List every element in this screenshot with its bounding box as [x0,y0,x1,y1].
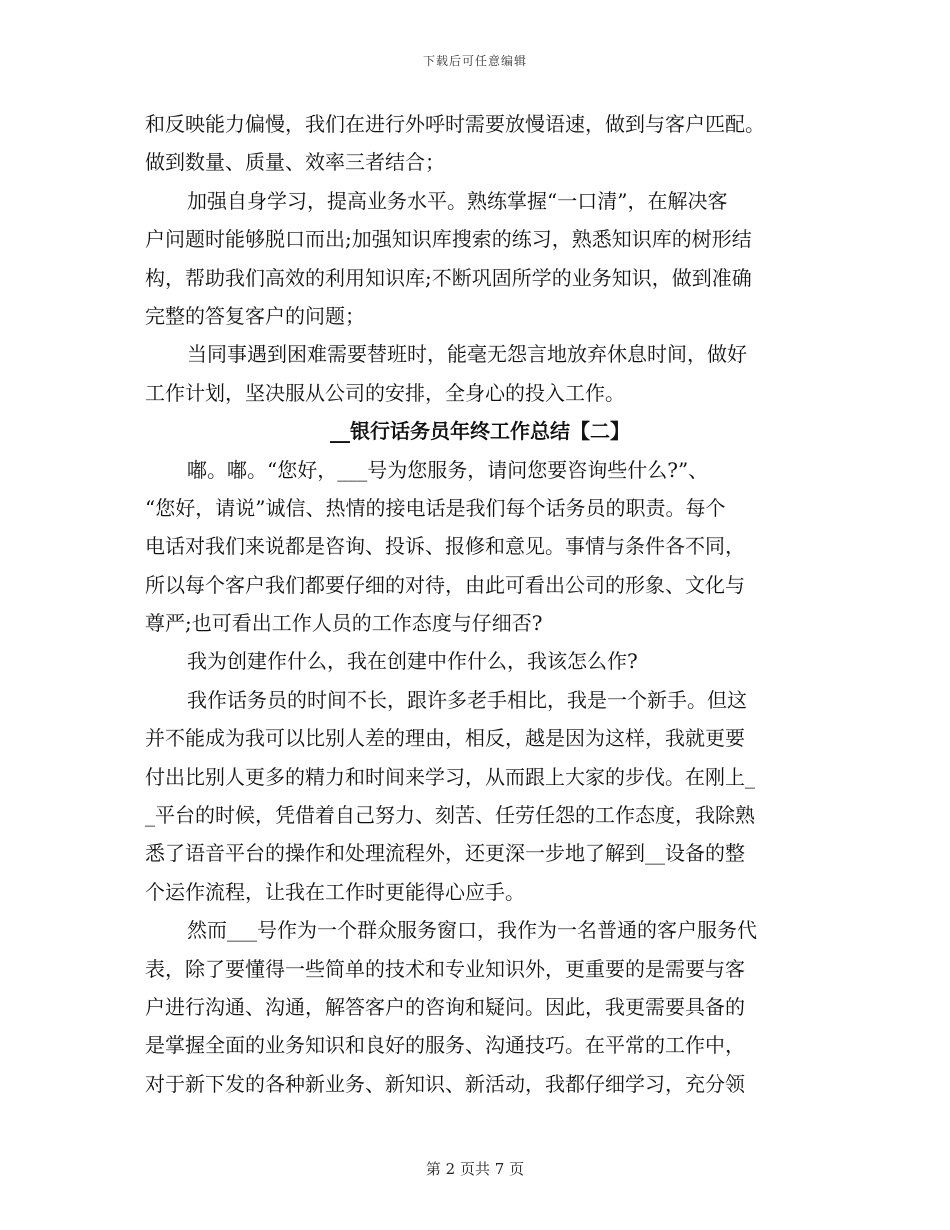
page-header-note: 下载后可任意编辑 [422,54,527,68]
text-line: 和反映能力偏慢，我们在进行外呼时需要放慢语速，做到与客户匹配。 [145,112,765,136]
paragraph-start-line: 然而___号作为一个群众服务窗口，我作为一名普通的客户服务代 [187,918,757,943]
text-line: 电话对我们来说都是咨询、投诉、报修和意见。事情与条件各不同， [145,534,745,559]
text-line: 个运作流程，让我在工作时更能得心应手。 [145,879,525,904]
text-line: 对于新下发的各种新业务、新知识、新活动，我都仔细学习，充分领 [145,1071,745,1096]
text-line: 完整的答复客户的问题； [145,303,365,328]
text-line: 户问题时能够脱口而出;加强知识库搜索的练习，熟悉知识库的树形结 [145,227,752,252]
paragraph-start-line: 当同事遇到困难需要替班时，能毫无怨言地放弃休息时间，做好 [187,342,747,367]
section-title: __银行话务员年终工作总结【二】 [330,419,630,444]
document-body [145,105,815,1103]
text-line: 悉了语音平台的操作和处理流程外，还更深一步地了解到__设备的整 [145,841,745,866]
text-line: 表，除了要懂得一些简单的技术和专业知识外，更重要的是需要与客 [145,956,745,981]
paragraph-start-line: 我为创建作什么，我在创建中作什么，我该怎么作? [187,649,638,674]
text-line: 做到数量、质量、效率三者结合； [145,150,445,175]
text-line: 工作计划，坚决服从公司的安排，全身心的投入工作。 [145,380,625,405]
text-line: 尊严;也可看出工作人员的工作态度与仔细否? [145,611,543,636]
paragraph-start-line: 我作话务员的时间不长，跟许多老手相比，我是一个新手。但这 [187,687,747,712]
text-line: _平台的时候，凭借着自己努力、刻苦、任劳任怨的工作态度，我除熟 [145,803,755,828]
paragraph-start-line: 加强自身学习，提高业务水平。熟练掌握“一口清”，在解决客 [187,188,728,213]
text-line: 户进行沟通、沟通，解答客户的咨询和疑问。因此，我更需要具备的 [145,994,745,1019]
paragraph-start-line: 嘟。嘟。“您好，___号为您服务，请问您要咨询些什么?”、 [187,457,709,482]
text-line: 并不能成为我可以比别人差的理由，相反，越是因为这样，我就更要 [145,726,745,751]
text-line: 构，帮助我们高效的利用知识库;不断巩固所学的业务知识，做到准确 [145,265,752,290]
text-line: 是掌握全面的业务知识和良好的服务、沟通技巧。在平常的工作中， [145,1033,745,1058]
page-number-footer: 第 2 页共 7 页 [425,1160,525,1178]
text-line: 所以每个客户我们都要仔细的对待，由此可看出公司的形象、文化与 [145,572,745,597]
text-line: 付出比别人更多的精力和时间来学习，从而跟上大家的步伐。在刚上_ [145,764,755,789]
text-line: “您好，请说”诚信、热情的接电话是我们每个话务员的职责。每个 [145,495,726,520]
